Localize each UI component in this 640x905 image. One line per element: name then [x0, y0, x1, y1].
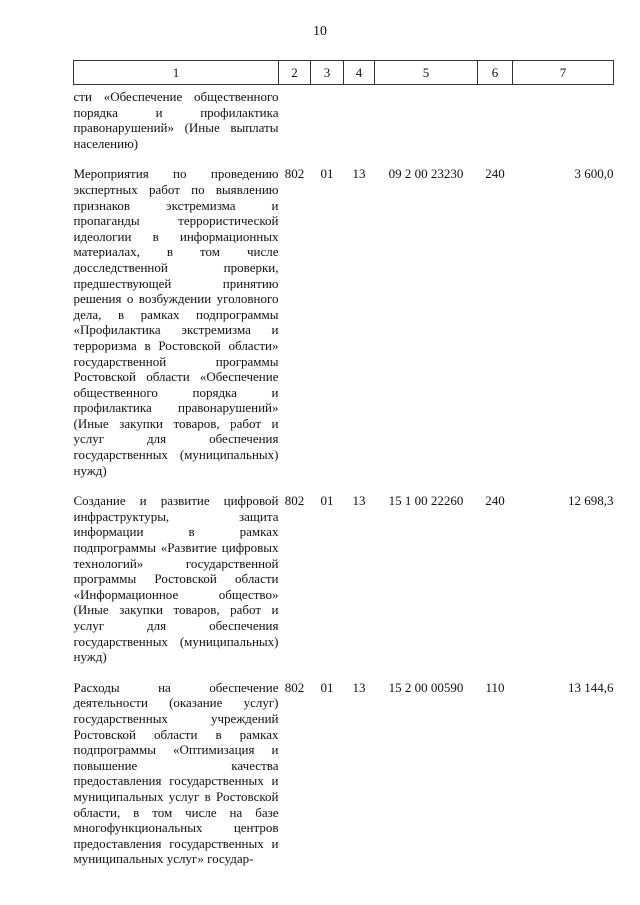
row-section-code: 01: [320, 166, 334, 182]
row-subsection-code: 13: [352, 679, 366, 695]
table-row: [74, 478, 614, 665]
row-expense-type: [478, 85, 513, 152]
row-ministry-code: [279, 85, 311, 152]
column-header: 4: [344, 61, 375, 85]
row-expense-type: 110: [485, 679, 505, 695]
row-target-article: [375, 85, 478, 152]
row-section-code: 01: [320, 679, 334, 695]
page-number: 10: [313, 24, 327, 39]
column-header: 5: [375, 61, 478, 85]
column-header: 7: [513, 61, 614, 85]
row-amount: 12 698,3: [568, 493, 614, 509]
row-description: Создание и развитие цифровой инфраструктуры, защита информации в рамках подпрограммы «Развитие цифровых технологий» государственной программы Ростовской области «Информационное общество» (Иные закупки товаров, работ и услуг для обеспечения государственных (муниципальных) нужд): [73, 493, 279, 665]
row-subsection-code: 13: [352, 166, 366, 182]
column-header-row: [74, 61, 614, 85]
budget-table: [73, 60, 614, 867]
row-amount: [513, 85, 614, 152]
row-target-article: 15 2 00 00590: [388, 679, 464, 695]
row-ministry-code: 802: [284, 166, 305, 182]
row-expense-type: 240: [485, 166, 505, 182]
row-target-article: 09 2 00 23230: [388, 166, 464, 182]
row-ministry-code: 802: [284, 493, 305, 509]
row-amount: 13 144,6: [568, 679, 614, 695]
row-ministry-code: 802: [284, 679, 305, 695]
row-section-code: 01: [320, 493, 334, 509]
table-row: [74, 85, 614, 152]
row-expense-type: 240: [485, 493, 505, 509]
table-row: [74, 665, 614, 867]
column-header: 1: [74, 61, 279, 85]
column-header: 3: [311, 61, 344, 85]
column-header: 6: [478, 61, 513, 85]
row-amount: 3 600,0: [574, 166, 614, 182]
row-target-article: 15 1 00 22260: [388, 493, 464, 509]
row-description: Расходы на обеспечение деятельности (оказание услуг) государственных учреждений Ростовской области в рамках подпрограммы «Оптимизация и повышение качества предоставления государственных и муниципальных услуг в Ростовской области, в том числе на базе многофункциональных центров предоставления государственных и муниципальных услуг» государ-: [73, 679, 279, 867]
row-section-code: [311, 85, 344, 152]
table-row: [74, 151, 614, 478]
row-subsection-code: 13: [352, 493, 366, 509]
column-header: 2: [279, 61, 311, 85]
row-description: Мероприятия по проведению экспертных работ по выявлению признаков экстремизма и пропаганды террористической идеологии в информационных материалах, в том числе досследственной проверки, предшествующей принятию решения о возбуждении уголовного дела, в рамках подпрограммы «Профилактика экстремизма и терроризма в Ростовской области» государственной программы Ростовской области «Обеспечение общественного порядка и профилактика правонарушений» (Иные закупки товаров, работ и услуг для обеспечения государственных (муниципальных) нужд): [73, 166, 279, 478]
row-description: сти «Обеспечение общественного порядка и профилактика правонарушений» (Иные выплаты населению): [73, 89, 279, 151]
row-subsection-code: [344, 85, 375, 152]
